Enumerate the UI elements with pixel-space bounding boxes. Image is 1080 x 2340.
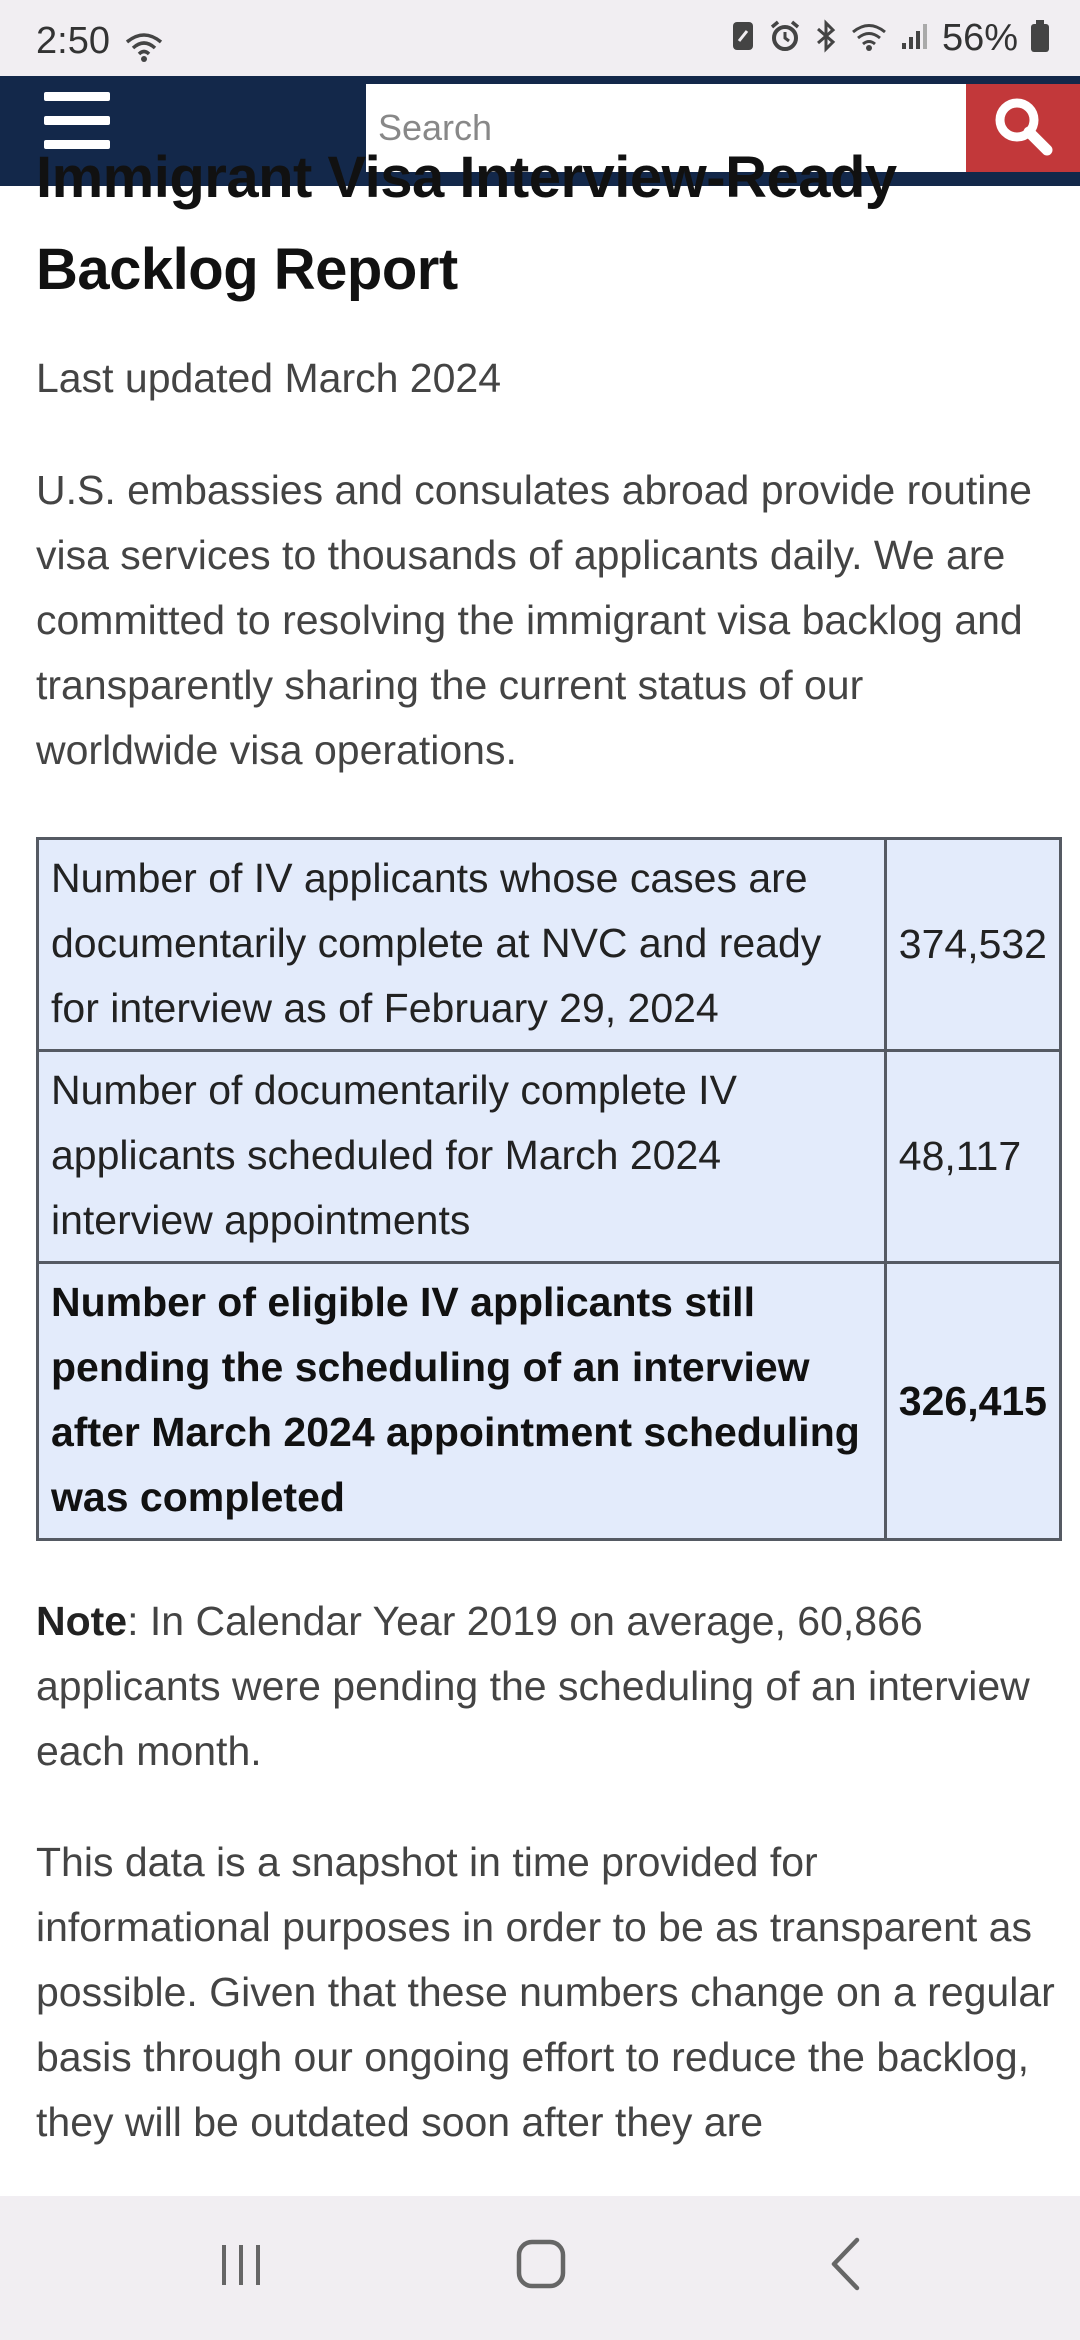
table-row: [38, 839, 1061, 1051]
bluetooth-icon: [814, 19, 838, 58]
wifi-icon: [850, 20, 888, 57]
table-cell-label: Number of eligible IV applicants still pending the scheduling of an interview after March 2024 appointment scheduling was completed: [38, 1263, 886, 1540]
backlog-table: [36, 837, 1062, 1541]
table-row-total: [38, 1263, 1061, 1540]
last-updated-text: Last updated March 2024: [36, 355, 501, 401]
nfc-icon: [730, 19, 756, 58]
table-cell-value: 326,415: [885, 1263, 1060, 1540]
signal-icon: [900, 21, 930, 56]
page-title-line-2: Backlog Report: [36, 237, 458, 302]
table-cell-value: 374,532: [885, 839, 1060, 1051]
note-text: : In Calendar Year 2019 on average, 60,866 applicants were pending the scheduling of an interview each month.: [36, 1598, 1030, 1774]
table-cell-label: Number of IV applicants whose cases are documentarily complete at NVC and ready for interview as of February 29, 2024: [38, 839, 886, 1051]
system-nav-bar: [0, 2196, 1080, 2340]
table-cell-label: Number of documentarily complete IV applicants scheduled for March 2024 interview appointments: [38, 1051, 886, 1263]
status-time: 2:50: [36, 20, 110, 62]
home-icon: [514, 2237, 568, 2296]
back-icon: [825, 2236, 865, 2297]
home-button[interactable]: [496, 2226, 586, 2306]
battery-percentage: 56%: [941, 17, 1018, 59]
recent-apps-button[interactable]: [196, 2226, 286, 2306]
note-paragraph: [36, 1589, 1056, 1784]
table-row: [38, 1051, 1061, 1263]
recent-apps-icon: [216, 2239, 266, 2294]
back-button[interactable]: [800, 2226, 890, 2306]
disclaimer-paragraph: This data is a snapshot in time provided for informational purposes in order to be as transparent as possible. Given that these numbers change on a regular basis through our ongoing effort to reduce the backlog, they will be outdated soon after they are: [36, 1839, 1055, 2145]
status-bar: [0, 0, 1080, 76]
battery-icon: [1030, 19, 1050, 58]
main-content: [36, 145, 1056, 2196]
wifi-calling-icon: [124, 30, 164, 69]
table-cell-value: 48,117: [885, 1051, 1060, 1263]
status-icons: [730, 18, 1050, 58]
page-title: [36, 132, 1056, 316]
intro-paragraph: U.S. embassies and consulates abroad provide routine visa services to thousands of applicants daily. We are committed to resolving the immigrant visa backlog and transparently sharing the current status of our worldwide visa operations.: [36, 467, 1032, 773]
page-title-line-1: Immigrant Visa Interview-Ready: [36, 145, 897, 210]
note-label: Note: [36, 1598, 128, 1644]
alarm-icon: [768, 19, 802, 58]
